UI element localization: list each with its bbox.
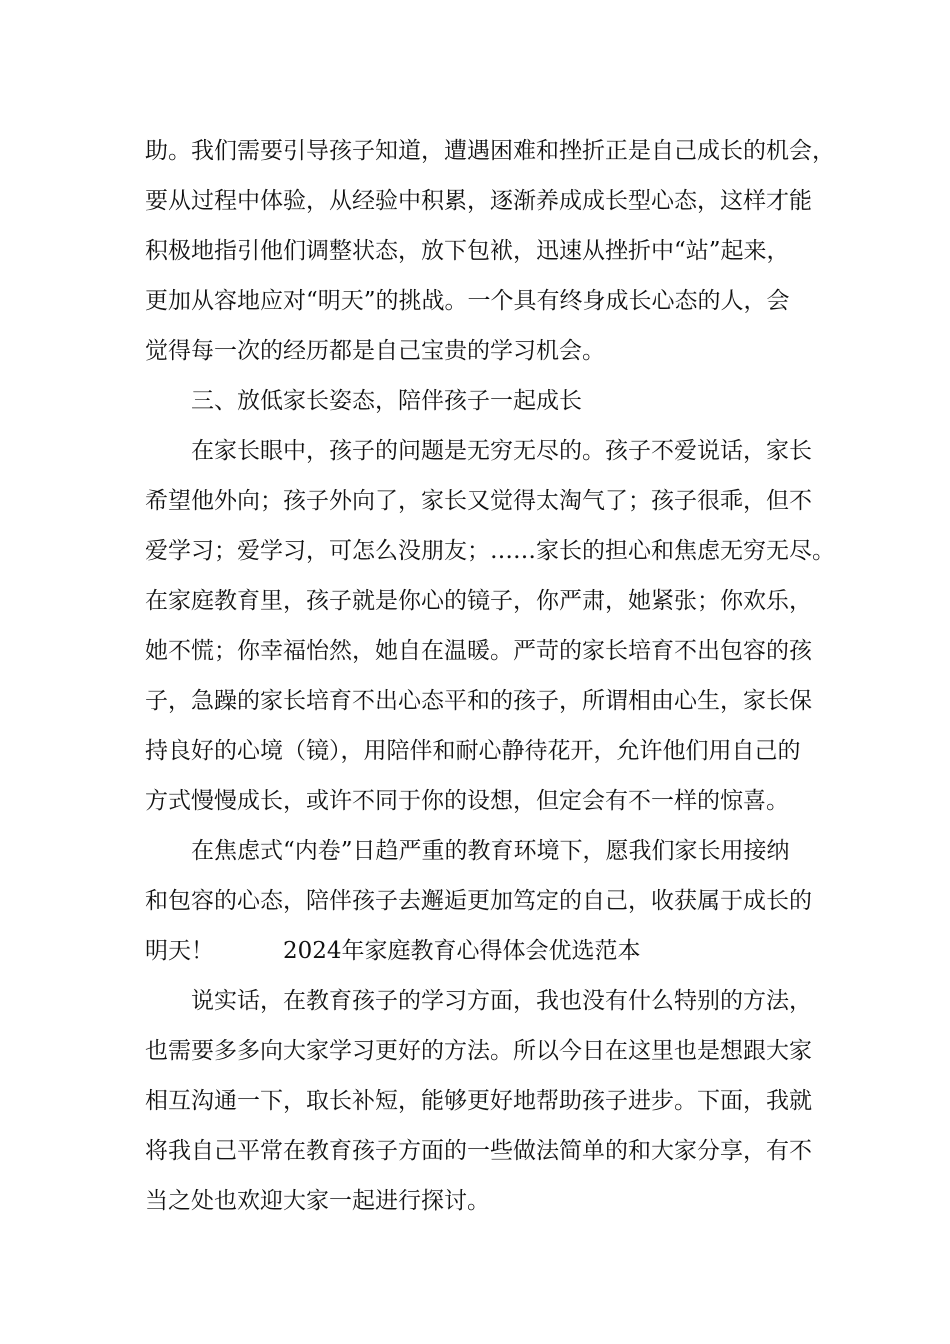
text-line: 爱学习；爱学习，可怎么没朋友；……家长的担心和焦虑无穷无尽。: [145, 538, 835, 564]
text-line: 她不慌；你幸福怡然，她自在温暖。严苛的家长培育不出包容的孩: [145, 638, 812, 664]
text-line: 希望他外向；孩子外向了，家长又觉得太淘气了；孩子很乖，但不: [145, 488, 812, 514]
text-line: 相互沟通一下，取长补短，能够更好地帮助孩子进步。下面，我就: [145, 1088, 812, 1114]
text-line: 将我自己平常在教育孩子方面的一些做法简单的和大家分享，有不: [145, 1138, 812, 1164]
text-line: 在焦虑式“内卷”日趋严重的教育环境下，愿我们家长用接纳: [145, 838, 790, 864]
text-line: 在家长眼中，孩子的问题是无穷无尽的。孩子不爱说话，家长: [145, 438, 812, 464]
text-line: 更加从容地应对“明天”的挑战。一个具有终身成长心态的人，会: [145, 288, 790, 314]
text-line: 在家庭教育里，孩子就是你心的镜子，你严肃，她紧张；你欢乐，: [145, 588, 812, 614]
text-line: 觉得每一次的经历都是自己宝贵的学习机会。: [145, 338, 605, 364]
text-line: 当之处也欢迎大家一起进行探讨。: [145, 1188, 490, 1214]
text-line: 也需要多多向大家学习更好的方法。所以今日在这里也是想跟大家: [145, 1038, 812, 1064]
text-line: 积极地指引他们调整状态，放下包袱，迅速从挫折中“站”起来，: [145, 238, 790, 264]
text-line: 明天！ 2024年家庭教育心得体会优选范本: [145, 938, 641, 964]
text-line: 说实话，在教育孩子的学习方面，我也没有什么特别的方法，: [145, 988, 812, 1014]
section-heading: 三、放低家长姿态，陪伴孩子一起成长: [145, 388, 582, 414]
document-body: [145, 126, 835, 1226]
text-line: 持良好的心境（镜），用陪伴和耐心静待花开，允许他们用自己的: [145, 738, 801, 764]
text-line: 助。我们需要引导孩子知道，遭遇困难和挫折正是自己成长的机会，: [145, 138, 835, 164]
text-line: 和包容的心态，陪伴孩子去邂逅更加笃定的自己，收获属于成长的: [145, 888, 812, 914]
text-line: 要从过程中体验，从经验中积累，逐渐养成成长型心态，这样才能: [145, 188, 812, 214]
text-line: 子，急躁的家长培育不出心态平和的孩子，所谓相由心生，家长保: [145, 688, 812, 714]
text-line: 方式慢慢成长，或许不同于你的设想，但定会有不一样的惊喜。: [145, 788, 789, 814]
